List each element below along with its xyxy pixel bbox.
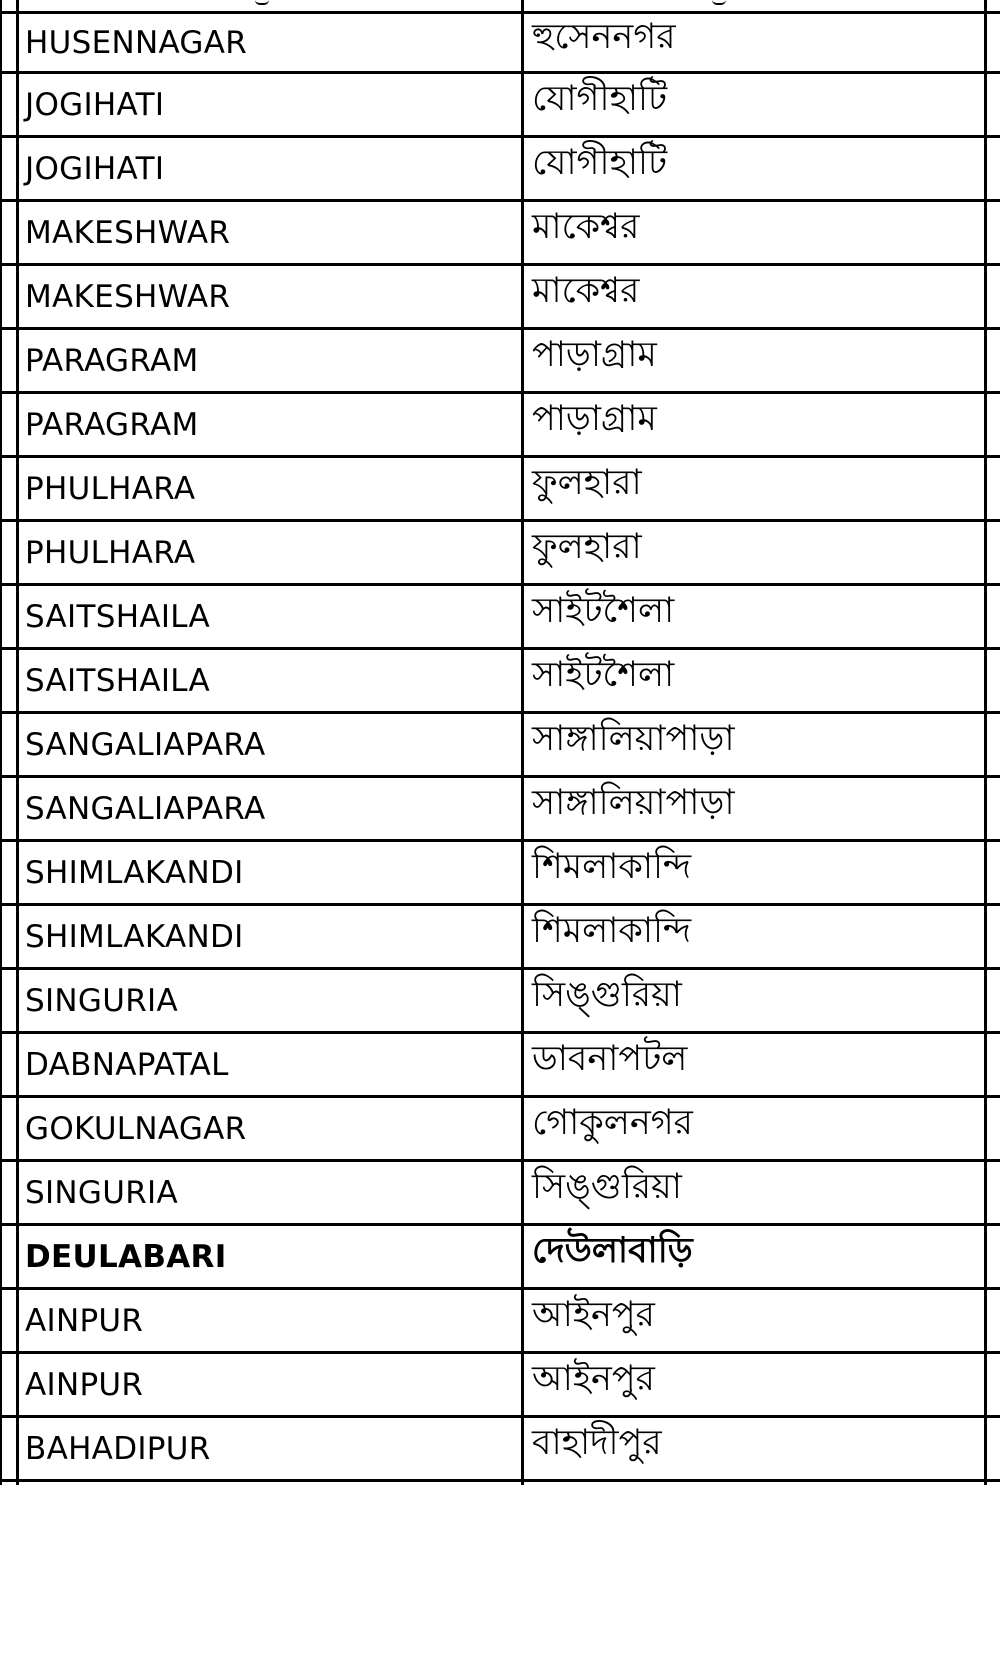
english-name-cell: JOGIHATI xyxy=(25,86,165,123)
table-row xyxy=(0,1354,1000,1418)
bengali-name-cell: সিঙ্গুরিয়া xyxy=(532,1167,682,1207)
bengali-name-cell: সাইটশৈলা xyxy=(532,591,675,631)
english-name-cell: PHULHARA xyxy=(25,470,196,507)
english-name-cell: PARAGRAM xyxy=(25,342,199,379)
column-divider-left xyxy=(16,0,19,1485)
table-row xyxy=(0,202,1000,266)
bengali-name-cell: হুসেননগর xyxy=(532,17,676,57)
english-name-cell: SINGURIA xyxy=(25,982,179,1019)
table-row xyxy=(0,1098,1000,1162)
bengali-name-cell: গোকুলনগর xyxy=(532,1103,693,1143)
bengali-name-cell: যোগীহাটি xyxy=(532,79,668,119)
page-left-edge-line xyxy=(0,0,2,1485)
table-row xyxy=(0,778,1000,842)
english-name-cell: AINPUR xyxy=(25,1366,144,1403)
table-row xyxy=(0,138,1000,202)
table-row xyxy=(0,458,1000,522)
bengali-name-cell: পাড়াগ্রাম xyxy=(532,335,657,375)
table-row xyxy=(0,970,1000,1034)
bengali-name-cell: বাহাদীপুর xyxy=(532,1423,662,1463)
bengali-name-cell: ফুলহারা xyxy=(532,527,642,567)
table-row xyxy=(0,842,1000,906)
bengali-name-cell: পাড়াগ্রাম xyxy=(532,399,657,439)
table-row xyxy=(0,650,1000,714)
table-row xyxy=(0,394,1000,458)
english-name-cell: MAKESHWAR xyxy=(25,214,231,251)
english-name-cell: SHIMLAKANDI xyxy=(25,918,244,955)
table-row xyxy=(0,1418,1000,1482)
clipped-previous-row xyxy=(0,0,1000,11)
column-divider-middle xyxy=(521,0,524,1485)
english-name-cell: MAKESHWAR xyxy=(25,278,231,315)
clipped-glyph xyxy=(712,0,726,5)
bengali-name-cell: সাঙ্গালিয়াপাড়া xyxy=(532,783,735,823)
bengali-name-cell: মাকেশ্বর xyxy=(532,207,640,247)
english-name-cell: PHULHARA xyxy=(25,534,196,571)
village-name-table xyxy=(0,11,1000,1482)
table-row xyxy=(0,522,1000,586)
column-divider-right xyxy=(984,0,987,1485)
table-row xyxy=(0,1290,1000,1354)
english-name-cell: SAITSHAILA xyxy=(25,598,211,635)
english-name-cell: DABNAPATAL xyxy=(25,1046,229,1083)
bengali-name-cell: আইনপুর xyxy=(532,1359,655,1399)
bengali-name-cell: শিমলাকান্দি xyxy=(532,911,692,951)
english-name-cell: HUSENNAGAR xyxy=(25,24,248,61)
english-name-cell: GOKULNAGAR xyxy=(25,1110,247,1147)
table-row xyxy=(0,586,1000,650)
clipped-glyph xyxy=(255,0,269,5)
english-name-cell: BAHADIPUR xyxy=(25,1430,211,1467)
table-row xyxy=(0,266,1000,330)
bengali-name-cell: যোগীহাটি xyxy=(532,143,668,183)
table-row xyxy=(0,714,1000,778)
english-name-cell: PARAGRAM xyxy=(25,406,199,443)
table-row xyxy=(0,1034,1000,1098)
english-name-cell: DEULABARI xyxy=(25,1238,227,1275)
bengali-name-cell: সাইটশৈলা xyxy=(532,655,675,695)
table-row xyxy=(0,11,1000,74)
bengali-name-cell: ডাবনাপটল xyxy=(532,1039,688,1079)
table-row xyxy=(0,1226,1000,1290)
english-name-cell: SHIMLAKANDI xyxy=(25,854,244,891)
english-name-cell: SANGALIAPARA xyxy=(25,790,266,827)
table-row xyxy=(0,330,1000,394)
english-name-cell: AINPUR xyxy=(25,1302,144,1339)
bengali-name-cell: মাকেশ্বর xyxy=(532,271,640,311)
english-name-cell: SANGALIAPARA xyxy=(25,726,266,763)
english-name-cell: SINGURIA xyxy=(25,1174,179,1211)
bengali-name-cell: ফুলহারা xyxy=(532,463,642,503)
bengali-name-cell: দেউলাবাড়ি xyxy=(532,1230,693,1271)
bengali-name-cell: সাঙ্গালিয়াপাড়া xyxy=(532,719,735,759)
bengali-name-cell: আইনপুর xyxy=(532,1295,655,1335)
table-row xyxy=(0,1162,1000,1226)
english-name-cell: JOGIHATI xyxy=(25,150,165,187)
english-name-cell: SAITSHAILA xyxy=(25,662,211,699)
table-row xyxy=(0,906,1000,970)
bengali-name-cell: সিঙ্গুরিয়া xyxy=(532,975,682,1015)
bengali-name-cell: শিমলাকান্দি xyxy=(532,847,692,887)
table-row xyxy=(0,74,1000,138)
